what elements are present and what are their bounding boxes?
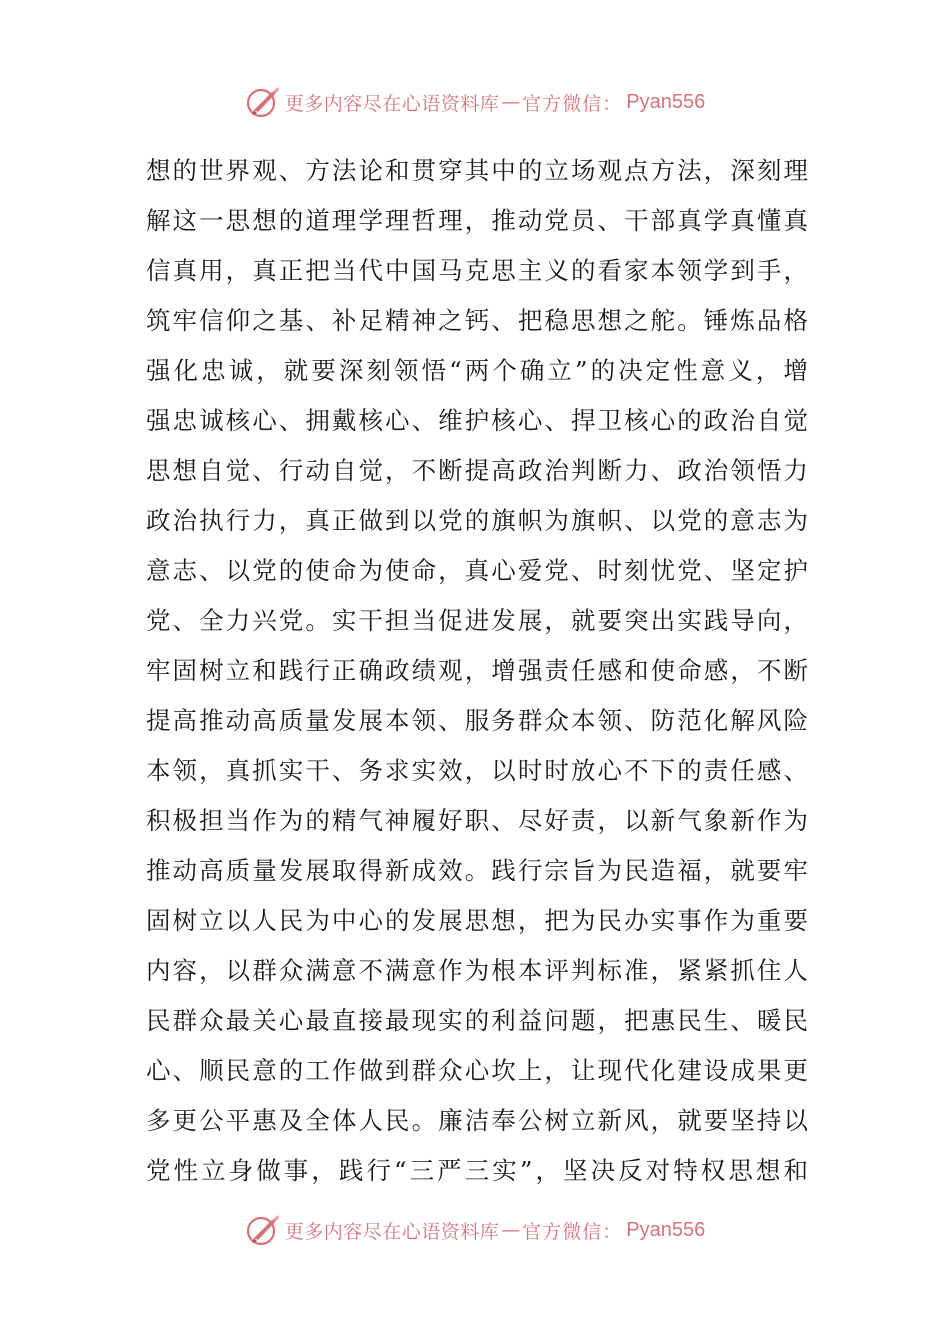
banner-brand-text: 更多内容尽在心语资料库 — [284, 92, 500, 115]
text-line: 多更公平惠及全体人民。廉洁奉公树立新风，就要坚持以 — [146, 1106, 808, 1135]
text-line: 想的世界观、方法论和贯穿其中的立场观点方法，深刻理 — [146, 156, 808, 185]
pen-logo-icon — [245, 1212, 281, 1248]
text-line: 民群众最关心最直接最现实的利益问题，把惠民生、暖民 — [146, 1006, 808, 1035]
footer-banner — [0, 1208, 950, 1252]
banner-dash: — — [501, 91, 521, 113]
text-line: 固树立以人民为中心的发展思想，把为民办实事作为重要 — [146, 906, 808, 935]
banner-wechat-label: 官方微信： — [522, 92, 623, 115]
text-line: 提高推动高质量发展本领、服务群众本领、防范化解风险 — [146, 706, 808, 735]
pen-logo-icon — [245, 84, 281, 120]
text-line: 积极担当作为的精气神履好职、尽好责，以新气象新作为 — [146, 806, 808, 835]
text-line: 本领，真抓实干、务求实效，以时时放心不下的责任感、 — [146, 756, 808, 785]
header-banner — [0, 80, 950, 124]
text-line: 牢固树立和践行正确政绩观，增强责任感和使命感，不断 — [146, 656, 808, 685]
text-line: 党、全力兴党。实干担当促进发展，就要突出实践导向， — [146, 606, 808, 635]
banner-wechat-handle: Pyan556 — [626, 1218, 706, 1241]
text-line: 解这一思想的道理学理哲理，推动党员、干部真学真懂真 — [146, 206, 808, 235]
text-line: 筑牢信仰之基、补足精神之钙、把稳思想之舵。锤炼品格 — [146, 306, 808, 335]
text-line: 信真用，真正把当代中国马克思主义的看家本领学到手， — [146, 256, 808, 285]
text-line: 推动高质量发展取得新成效。践行宗旨为民造福，就要牢 — [146, 856, 808, 885]
document-body — [146, 146, 808, 1196]
banner-wechat-label: 官方微信： — [522, 1220, 623, 1243]
banner-brand-text: 更多内容尽在心语资料库 — [284, 1220, 500, 1243]
text-line: 内容，以群众满意不满意作为根本评判标准，紧紧抓住人 — [146, 956, 808, 985]
text-line: 强化忠诚，就要深刻领悟“两个确立”的决定性意义，增 — [146, 356, 808, 385]
text-line: 强忠诚核心、拥戴核心、维护核心、捍卫核心的政治自觉 — [146, 406, 808, 435]
text-line: 心、顺民意的工作做到群众心坎上，让现代化建设成果更 — [146, 1056, 808, 1085]
text-line: 意志、以党的使命为使命，真心爱党、时刻忧党、坚定护 — [146, 556, 808, 585]
text-line: 思想自觉、行动自觉，不断提高政治判断力、政治领悟力 — [146, 456, 808, 485]
banner-dash: — — [501, 1219, 521, 1241]
text-line: 党性立身做事，践行“三严三实”，坚决反对特权思想和 — [146, 1156, 808, 1185]
text-line: 政治执行力，真正做到以党的旗帜为旗帜、以党的意志为 — [146, 506, 808, 535]
banner-wechat-handle: Pyan556 — [626, 90, 706, 113]
